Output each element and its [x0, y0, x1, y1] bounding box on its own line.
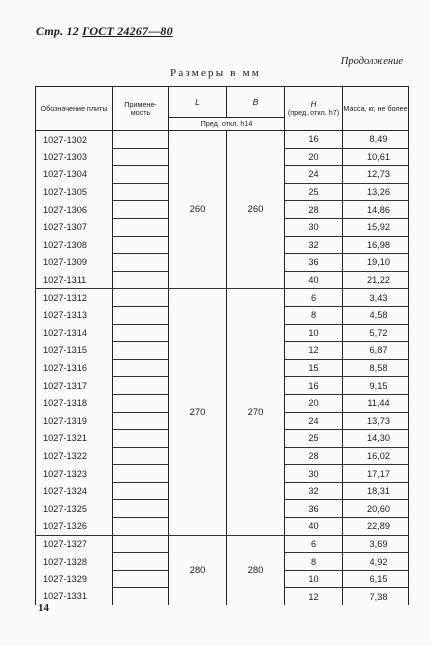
cell-applicability — [113, 482, 169, 500]
cell-designation: 1027-1308 — [36, 236, 113, 254]
cell-H: 12 — [285, 588, 343, 605]
cell-H: 24 — [285, 412, 343, 430]
cell-designation: 1027-1322 — [36, 447, 113, 465]
cell-designation: 1027-1321 — [36, 430, 113, 448]
cell-mass: 6,87 — [343, 342, 409, 360]
cell-H: 10 — [285, 324, 343, 342]
cell-designation: 1027-1311 — [36, 271, 113, 289]
cell-H: 25 — [285, 183, 343, 201]
cell-applicability — [113, 254, 169, 272]
cell-designation: 1027-1316 — [36, 359, 113, 377]
cell-applicability — [113, 218, 169, 236]
cell-designation: 1027-1331 — [36, 588, 113, 605]
cell-applicability — [113, 465, 169, 483]
cell-designation: 1027-1306 — [36, 201, 113, 219]
cell-applicability — [113, 447, 169, 465]
cell-applicability — [113, 518, 169, 536]
cell-H: 30 — [285, 465, 343, 483]
cell-B: 270 — [227, 289, 285, 535]
cell-B: 260 — [227, 131, 285, 289]
cell-H: 40 — [285, 271, 343, 289]
cell-mass: 9,15 — [343, 377, 409, 395]
table-body — [36, 131, 409, 606]
cell-H: 24 — [285, 166, 343, 184]
col-header-applicability — [113, 87, 169, 131]
table-title: Размеры в мм — [170, 67, 261, 79]
col-header-H-tolerance: (пред. откл. h7) — [287, 107, 340, 117]
cell-mass: 22,89 — [343, 518, 409, 536]
cell-L: 270 — [169, 289, 227, 535]
cell-H: 6 — [285, 535, 343, 553]
cell-mass: 13,73 — [343, 412, 409, 430]
cell-mass: 3,43 — [343, 289, 409, 307]
page-number: 14 — [38, 602, 49, 614]
cell-mass: 14,86 — [343, 201, 409, 219]
table-row — [36, 289, 409, 307]
cell-H: 28 — [285, 447, 343, 465]
cell-applicability — [113, 412, 169, 430]
cell-mass: 4,92 — [343, 553, 409, 571]
cell-mass: 6,15 — [343, 570, 409, 588]
cell-L: 280 — [169, 535, 227, 605]
cell-applicability — [113, 430, 169, 448]
cell-applicability — [113, 553, 169, 571]
cell-H: 6 — [285, 289, 343, 307]
cell-mass: 12,73 — [343, 166, 409, 184]
cell-applicability — [113, 342, 169, 360]
cell-mass: 14,30 — [343, 430, 409, 448]
col-header-L: L — [169, 87, 227, 118]
standard-code: ГОСТ 24267—80 — [82, 24, 173, 38]
cell-H: 36 — [285, 254, 343, 272]
cell-mass: 3,69 — [343, 535, 409, 553]
page-label: Стр. 12 — [36, 24, 79, 38]
cell-designation: 1027-1309 — [36, 254, 113, 272]
cell-applicability — [113, 166, 169, 184]
cell-designation: 1027-1326 — [36, 518, 113, 536]
cell-designation: 1027-1303 — [36, 148, 113, 166]
cell-mass: 4,58 — [343, 306, 409, 324]
cell-designation: 1027-1317 — [36, 377, 113, 395]
cell-applicability — [113, 183, 169, 201]
cell-mass: 16,98 — [343, 236, 409, 254]
cell-H: 10 — [285, 570, 343, 588]
col-header-applicability-text: Примене- мость — [124, 99, 157, 117]
cell-H: 30 — [285, 218, 343, 236]
cell-mass: 19,10 — [343, 254, 409, 272]
cell-applicability — [113, 271, 169, 289]
cell-L: 260 — [169, 131, 227, 289]
cell-applicability — [113, 131, 169, 149]
cell-mass: 20,60 — [343, 500, 409, 518]
cell-designation: 1027-1302 — [36, 131, 113, 149]
cell-H: 20 — [285, 148, 343, 166]
cell-designation: 1027-1319 — [36, 412, 113, 430]
cell-mass: 15,92 — [343, 218, 409, 236]
col-header-mass: Масса, кг, не более — [343, 87, 409, 131]
col-header-designation: Обозначение плиты — [36, 87, 113, 131]
cell-designation: 1027-1307 — [36, 218, 113, 236]
continuation-label: Продолжение — [340, 56, 403, 67]
cell-applicability — [113, 588, 169, 605]
dimensions-table — [35, 86, 409, 605]
cell-mass: 11,44 — [343, 394, 409, 412]
cell-applicability — [113, 201, 169, 219]
cell-B: 280 — [227, 535, 285, 605]
cell-mass: 8,58 — [343, 359, 409, 377]
cell-applicability — [113, 570, 169, 588]
cell-applicability — [113, 306, 169, 324]
cell-H: 32 — [285, 482, 343, 500]
cell-applicability — [113, 148, 169, 166]
cell-applicability — [113, 535, 169, 553]
cell-mass: 10,61 — [343, 148, 409, 166]
cell-H: 16 — [285, 131, 343, 149]
cell-mass: 21,22 — [343, 271, 409, 289]
cell-applicability — [113, 236, 169, 254]
cell-designation: 1027-1315 — [36, 342, 113, 360]
cell-mass: 5,72 — [343, 324, 409, 342]
cell-mass: 13,26 — [343, 183, 409, 201]
cell-designation: 1027-1325 — [36, 500, 113, 518]
cell-applicability — [113, 500, 169, 518]
cell-mass: 18,31 — [343, 482, 409, 500]
page-header — [36, 24, 173, 39]
cell-designation: 1027-1304 — [36, 166, 113, 184]
cell-designation: 1027-1328 — [36, 553, 113, 571]
cell-designation: 1027-1318 — [36, 394, 113, 412]
cell-designation: 1027-1327 — [36, 535, 113, 553]
cell-mass: 17,17 — [343, 465, 409, 483]
cell-H: 16 — [285, 377, 343, 395]
cell-H: 20 — [285, 394, 343, 412]
cell-designation: 1027-1323 — [36, 465, 113, 483]
cell-H: 36 — [285, 500, 343, 518]
cell-mass: 7,38 — [343, 588, 409, 605]
cell-designation: 1027-1305 — [36, 183, 113, 201]
table-row — [36, 131, 409, 149]
cell-applicability — [113, 289, 169, 307]
cell-designation: 1027-1314 — [36, 324, 113, 342]
cell-mass: 16,02 — [343, 447, 409, 465]
cell-H: 8 — [285, 306, 343, 324]
col-header-B: B — [227, 87, 285, 118]
cell-H: 40 — [285, 518, 343, 536]
cell-mass: 8,49 — [343, 131, 409, 149]
cell-designation: 1027-1313 — [36, 306, 113, 324]
cell-designation: 1027-1329 — [36, 570, 113, 588]
cell-H: 32 — [285, 236, 343, 254]
cell-applicability — [113, 324, 169, 342]
cell-applicability — [113, 394, 169, 412]
cell-designation: 1027-1312 — [36, 289, 113, 307]
cell-H: 15 — [285, 359, 343, 377]
cell-applicability — [113, 359, 169, 377]
cell-H: 8 — [285, 553, 343, 571]
col-header-H — [285, 87, 343, 131]
cell-H: 12 — [285, 342, 343, 360]
col-header-LB-tolerance: Пред. откл. h14 — [169, 118, 285, 131]
cell-H: 25 — [285, 430, 343, 448]
col-header-H-letter: H — [310, 99, 317, 109]
cell-H: 28 — [285, 201, 343, 219]
cell-designation: 1027-1324 — [36, 482, 113, 500]
table-row — [36, 535, 409, 553]
cell-applicability — [113, 377, 169, 395]
